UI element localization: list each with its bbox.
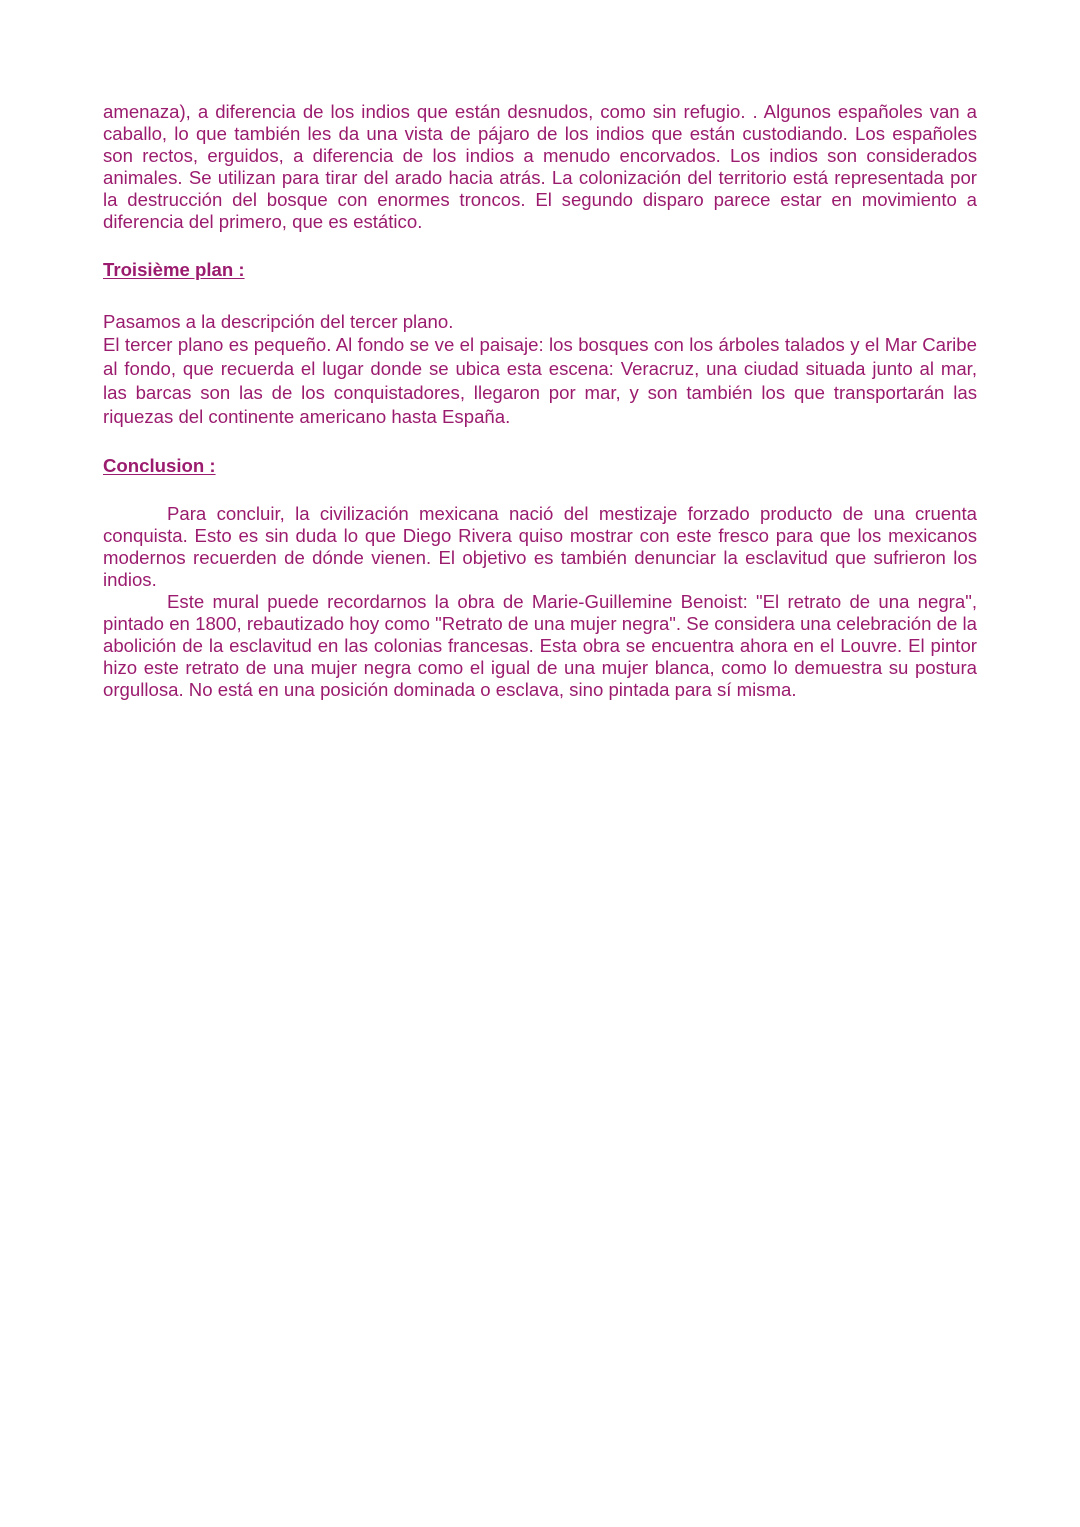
spacer [103, 281, 977, 307]
third-plan-heading: Troisième plan : [103, 259, 245, 280]
spacer [103, 477, 977, 503]
document-page [103, 101, 977, 701]
conclusion-paragraph-2: Este mural puede recordarnos la obra de Marie-Guillemine Benoist: "El retrato de una negra", pintado en 1800, rebautizado hoy como "Retrato de una mujer negra". Se considera una celebración de la abolición de la esclavitud en las colonias francesas. Esta obra se encuentra ahora en el Louvre. El pintor hizo este retrato de una mujer negra como el igual de una mujer blanca, como lo demuestra su postura orgullosa. No está en una posición dominada o esclava, sino pintada para sí misma. [103, 591, 977, 700]
conclusion-paragraph-1: Para concluir, la civilización mexicana nació del mestizaje forzado producto de una cruenta conquista. Esto es sin duda lo que Diego Rivera quiso mostrar con este fresco para que los mexicanos modernos recuerden de dónde vienen. El objetivo es también denunciar la esclavitud que sufrieron los indios. [103, 503, 977, 590]
third-plan-paragraph: El tercer plano es pequeño. Al fondo se ve el paisaje: los bosques con los árboles talados y el Mar Caribe al fondo, que recuerda el lugar donde se ubica esta escena: Veracruz, una ciudad situada junto al mar, las barcas son las de los conquistadores, llegaron por mar, y son también los que transportarán las riquezas del continente americano hasta España. [103, 334, 977, 427]
conclusion-heading: Conclusion : [103, 455, 216, 476]
spacer [103, 429, 977, 455]
intro-paragraph: amenaza), a diferencia de los indios que están desnudos, como sin refugio. . Algunos españoles van a caballo, lo que también les da una vista de pájaro de los indios que están custodiando. Los españoles son rectos, erguidos, a diferencia de los indios a menudo encorvados. Los indios son considerados animales. Se utilizan para tirar del arado hacia atrás. La colonización del territorio está representada por la destrucción del bosque con enormes troncos. El segundo disparo parece estar en movimiento a diferencia del primero, que es estático. [103, 101, 977, 232]
third-plan-intro-line: Pasamos a la descripción del tercer plano. [103, 311, 454, 332]
spacer [103, 233, 977, 259]
